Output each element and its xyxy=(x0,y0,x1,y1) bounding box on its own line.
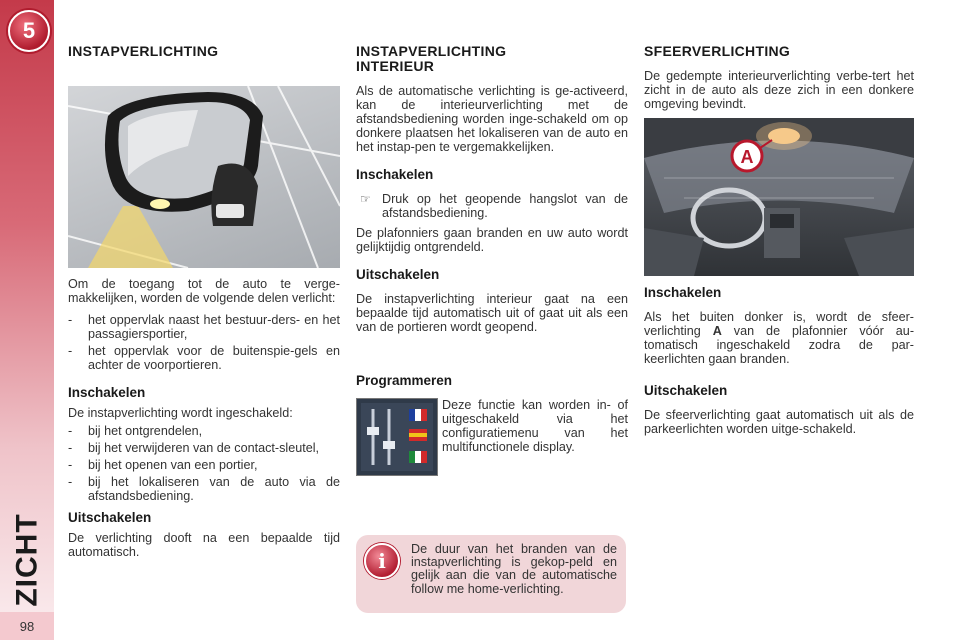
programming-text-block xyxy=(442,398,628,462)
switch-on-list xyxy=(68,424,340,503)
entry-lighting-areas-list xyxy=(68,313,340,372)
column-ambient-lighting xyxy=(644,44,914,119)
heading-interior-switch-on: Inschakelen xyxy=(356,167,434,182)
mirror-drawing xyxy=(68,86,340,268)
column-ambient-lighting-body xyxy=(644,286,914,444)
entry-lighting-intro: Om de toegang tot de auto te verge-makkelijken, worden de volgende delen verlicht: xyxy=(68,277,340,305)
interior-switch-on-step-text: Druk op het geopende hangslot van de afstandsbediening. xyxy=(382,192,628,220)
heading-interior-switch-off: Uitschakelen xyxy=(356,267,440,282)
info-note-text: De duur van het branden van de instapverlichting is gekop-peld en gelijk aan die van de automatische follow me home-verlichting. xyxy=(411,542,617,596)
list-item: - bij het lokaliseren van de auto via de afstandsbediening. xyxy=(68,475,340,503)
section-title-ambient-lighting: SFEERVERLICHTING xyxy=(644,43,791,59)
cabin-drawing xyxy=(644,118,914,276)
ambient-switch-off-text: De sfeerverlichting gaat automatisch uit als de parkeerlichten worden uitge-schakeld. xyxy=(644,408,914,436)
multifunction-display-illustration xyxy=(356,398,438,476)
callout-label-a: A xyxy=(740,147,754,167)
interior-lighting-intro: Als de automatische verlichting is ge-activeerd, kan de interieurverlichting met de afstandsbediening worden inge-schakeld om op donkere plaatsen het lokaliseren van de auto en het instap-pen te vergemakkelijken. xyxy=(356,84,628,154)
column-entry-lighting-body xyxy=(68,277,340,567)
cabin-interior-illustration xyxy=(644,118,914,276)
chapter-sidebar xyxy=(0,0,54,640)
ambient-switch-on-text-part1: Als het buiten donker is, wordt de sfeer-verlichting xyxy=(644,310,914,338)
switch-on-text: De instapverlichting wordt ingeschakeld: xyxy=(68,406,293,420)
list-item: - bij het verwijderen van de contact-sleutel, xyxy=(68,441,340,455)
heading-switch-off: Uitschakelen xyxy=(68,510,152,525)
chapter-number-badge: 5 xyxy=(8,10,50,52)
ambient-switch-on-text xyxy=(644,310,914,366)
heading-switch-on: Inschakelen xyxy=(68,385,146,400)
chapter-title-text: ZICHT xyxy=(11,513,45,607)
interior-switch-on-text: De plafonniers gaan branden en uw auto wordt gelijktijdig ontgrendeld. xyxy=(356,226,628,254)
mirror-puddle-light-illustration xyxy=(68,86,340,268)
heading-ambient-switch-off: Uitschakelen xyxy=(644,383,728,398)
heading-ambient-switch-on: Inschakelen xyxy=(644,285,722,300)
interior-switch-on-step xyxy=(356,192,628,220)
section-title-entry-lighting: INSTAPVERLICHTING xyxy=(68,43,219,59)
ambient-lighting-intro: De gedempte interieurverlichting verbe-tert het zicht in de auto als deze zich in een donkere omgeving bevindt. xyxy=(644,69,914,111)
ambient-switch-on-text-part2: van de plafonnier vóór au-tomatisch ingeschakeld zodra de par-keerlichten gaan branden. xyxy=(644,324,915,366)
programming-text: Deze functie kan worden in- of uitgeschakeld via het configuratiemenu van het multifunctionele display. xyxy=(442,398,628,454)
page-number: 98 xyxy=(0,612,54,640)
list-item: - bij het ontgrendelen, xyxy=(68,424,340,438)
programming-section xyxy=(356,374,628,394)
info-icon: i xyxy=(364,543,400,579)
list-item: - het oppervlak naast het bestuur-ders- en het passagiersportier, xyxy=(68,313,340,341)
ambient-switch-on-callout: A xyxy=(712,324,722,338)
column-entry-lighting xyxy=(68,44,340,59)
section-title-interior-line2: INTERIEUR xyxy=(356,58,435,74)
interior-switch-off-text: De instapverlichting interieur gaat na een bepaalde tijd automatisch uit of gaat uit als een van de portieren wordt geopend. xyxy=(356,292,628,334)
switch-off-text: De verlichting dooft na een bepaalde tijd automatisch. xyxy=(68,531,340,559)
column-interior-entry-lighting xyxy=(356,44,628,342)
chapter-title xyxy=(5,505,51,615)
section-title-interior-line1: INSTAPVERLICHTING xyxy=(356,43,507,59)
info-note xyxy=(356,535,626,613)
pointing-finger-icon: ☞ xyxy=(360,192,371,206)
heading-programming: Programmeren xyxy=(356,373,453,388)
list-item: - bij het openen van een portier, xyxy=(68,458,340,472)
display-settings-drawing xyxy=(357,399,437,475)
list-item: - het oppervlak voor de buitenspie-gels en achter de voorportieren. xyxy=(68,344,340,372)
